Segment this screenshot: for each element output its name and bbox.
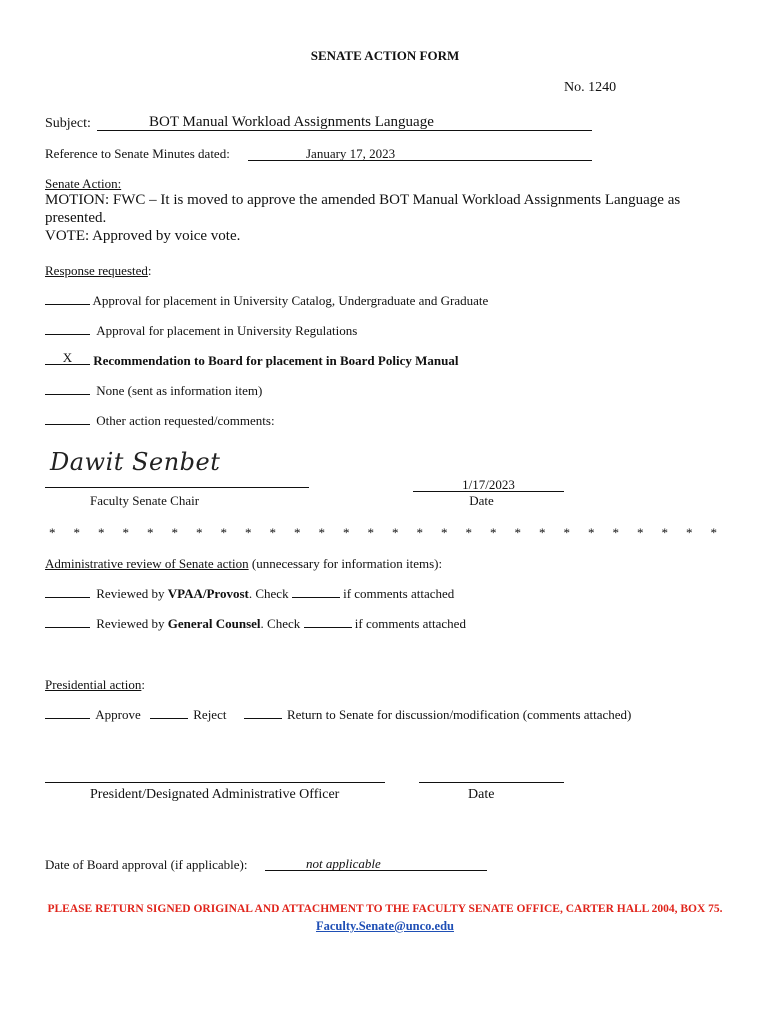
return-blank[interactable] (244, 707, 282, 719)
officer-date-label: Date (468, 787, 495, 802)
comments-check-blank[interactable] (292, 586, 340, 598)
officer-label: President/Designated Administrative Officer (90, 787, 340, 802)
admin-review-heading: Administrative review of Senate action (unnecessary for information items): (45, 556, 443, 571)
response-option-blank[interactable] (45, 323, 90, 335)
officer-signature-line (45, 782, 385, 783)
presidential-options (45, 707, 631, 723)
senate-email-wrap (0, 917, 770, 935)
subject-value: BOT Manual Workload Assignments Language (149, 114, 434, 130)
approve-label: Approve (95, 707, 141, 722)
response-option-blank[interactable] (45, 413, 90, 425)
response-option-blank[interactable] (45, 293, 90, 305)
return-label: Return to Senate for discussion/modification (comments attached) (286, 707, 632, 722)
senate-email-link[interactable]: Faculty.Senate@unco.edu (315, 919, 455, 933)
review-blank[interactable] (45, 586, 90, 598)
vote-line: VOTE: Approved by voice vote. (45, 228, 241, 244)
chair-date-label: Date (469, 493, 494, 508)
response-heading: Response requested: (45, 263, 152, 278)
response-option-other: Other action requested/comments: (45, 413, 275, 429)
chair-signature-line (45, 487, 309, 488)
form-number: No. 1240 (564, 80, 617, 95)
reject-blank[interactable] (150, 707, 188, 719)
board-approval-value: not applicable (306, 856, 381, 871)
form-title: SENATE ACTION FORM (310, 48, 460, 63)
board-approval-label: Date of Board approval (if applicable): (45, 857, 248, 872)
response-option-blank[interactable] (45, 383, 90, 395)
chair-signature: Dawit Senbet (50, 448, 221, 476)
motion-line-1: MOTION: FWC – It is moved to approve the amended BOT Manual Workload Assignments Language as (45, 192, 681, 208)
reject-label: Reject (193, 707, 227, 722)
chair-label: Faculty Senate Chair (90, 493, 200, 508)
subject-label: Subject: (45, 116, 91, 131)
response-option-board-policy: X Recommendation to Board for placement in Board Policy Manual (45, 353, 458, 369)
separator-stars: * * * * * * * * * * * * * * * * * * * * * * * * * * * * (49, 525, 717, 540)
officer-date-line (419, 782, 564, 783)
comments-check-blank[interactable] (304, 616, 352, 628)
response-option-mark[interactable]: X (45, 353, 90, 365)
reference-value: January 17, 2023 (306, 146, 396, 161)
admin-review-counsel: Reviewed by General Counsel. Check if comments attached (45, 616, 466, 632)
review-blank[interactable] (45, 616, 90, 628)
senate-action-label: Senate Action: (45, 176, 122, 191)
reference-line (248, 160, 592, 161)
admin-review-provost: Reviewed by VPAA/Provost. Check if comments attached (45, 586, 454, 602)
motion-line-2: presented. (45, 210, 107, 226)
presidential-heading: Presidential action: (45, 677, 146, 692)
response-option-catalog: Approval for placement in University Catalog, Undergraduate and Graduate (45, 293, 488, 309)
response-option-none: None (sent as information item) (45, 383, 262, 399)
approve-blank[interactable] (45, 707, 90, 719)
return-notice: PLEASE RETURN SIGNED ORIGINAL AND ATTACHMENT TO THE FACULTY SENATE OFFICE, CARTER HALL 2004, BOX 75. (47, 903, 723, 915)
chair-date-value: 1/17/2023 (462, 477, 515, 492)
reference-label: Reference to Senate Minutes dated: (45, 146, 230, 161)
response-option-regulations: Approval for placement in University Regulations (45, 323, 357, 339)
